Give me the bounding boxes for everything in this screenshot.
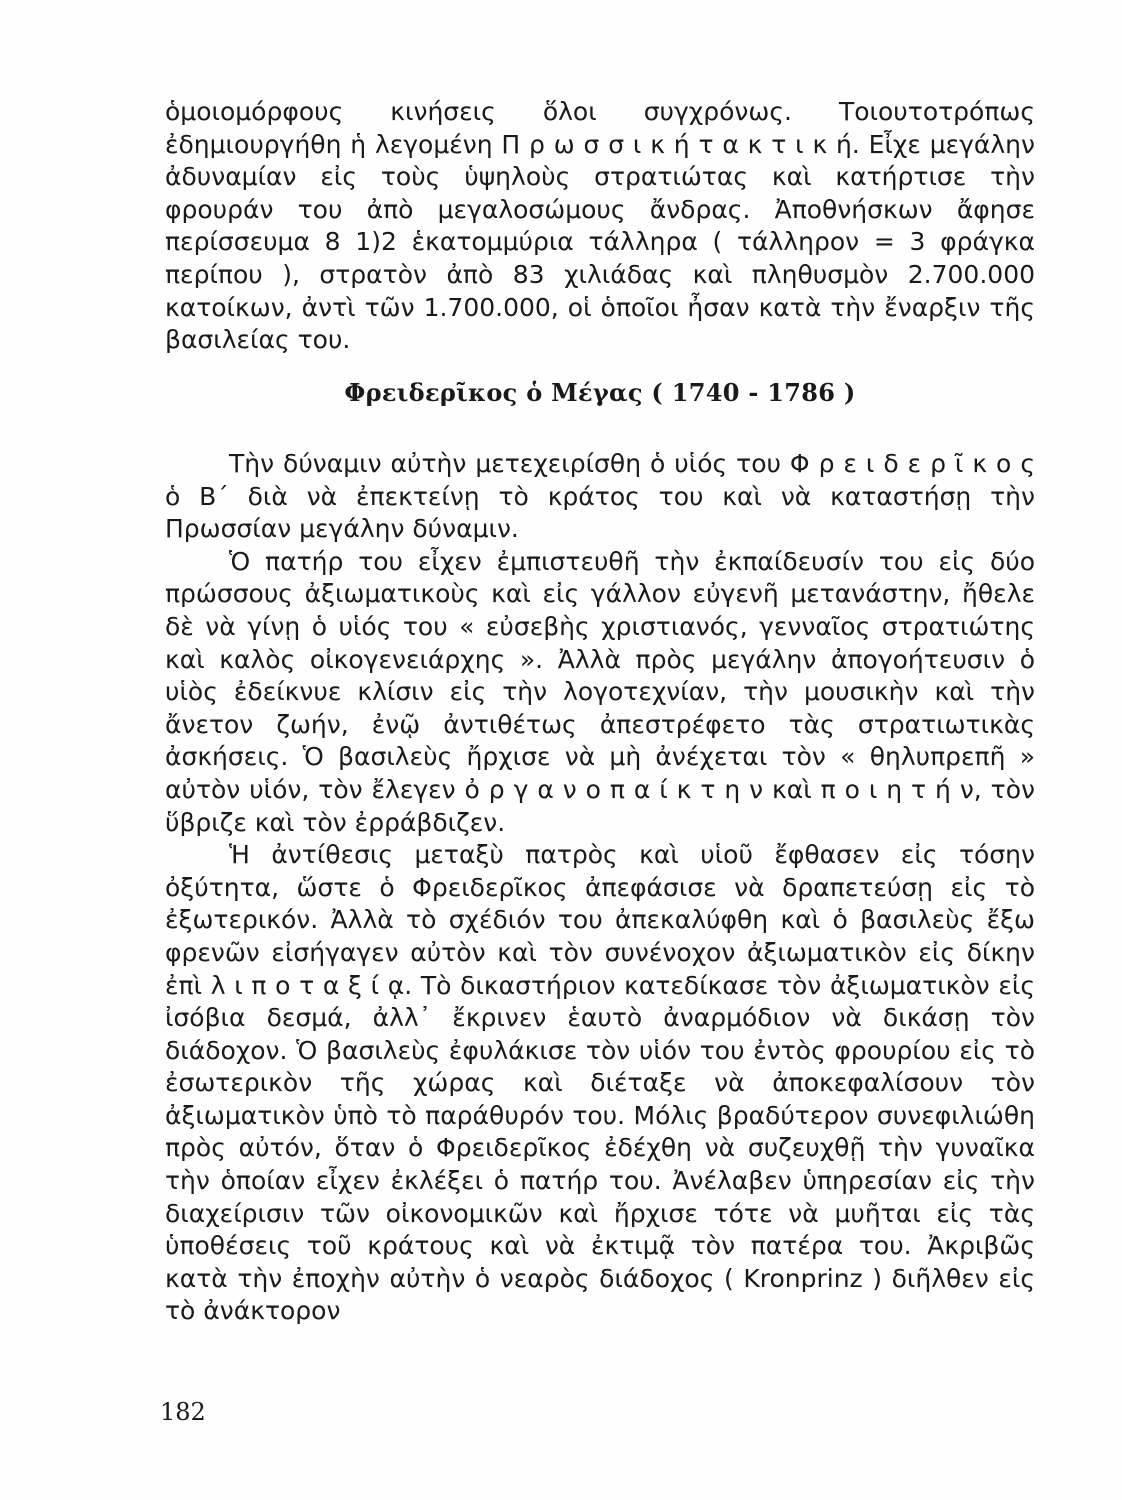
paragraph-2: Ὁ πατήρ του εἶχεν ἐμπιστευθῆ τὴν ἐκπαίδευσίν του εἰς δύο πρώσσους ἀξιωματικοὺς καὶ εἰς γάλλον εὐγενῆ μετανάστην, ἤθελε δὲ νὰ γίνῃ ὁ υἱός του « εὐσεβὴς χριστιανός, γενναῖος στρατιώτης καὶ καλὸς οἰκογενειάρχης ». Ἀλλὰ πρὸς μεγάλην ἀπογοήτευσιν ὁ υἱὸς ἐδείκνυε κλίσιν εἰς τὴν λογοτεχνίαν, τὴν μουσικὴν καὶ τὴν ἄνετον ζωήν, ἐνῷ ἀντιθέτως ἀπεστρέφετο τὰς στρατιωτικὰς ἀσκήσεις. Ὁ βασιλεὺς ἤρχισε νὰ μὴ ἀνέχεται τὸν « θηλυπρεπῆ » αὐτὸν υἱόν, τὸν ἔλεγεν ὀ ρ γ α ν ο π α ί κ τ η ν καὶ π ο ι η τ ή ν, τὸν ὕβριζε καὶ τὸν ἐρράβδιζεν. [165,546,1035,837]
page-number: 182 [160,1398,206,1426]
continued-paragraph: ὁμοιομόρφους κινήσεις ὅλοι συγχρόνως. Τοιουτοτρόπως ἐδημιουργήθη ἡ λεγομένη Π ρ ω σ σ ι κ ή τ α κ τ ι κ ή. Εἶχε μεγάλην ἀδυναμίαν εἰς τοὺς ὑψηλοὺς στρατιώτας καὶ κατήρτισε τὴν φρουράν του ἀπὸ μεγαλοσώμους ἄνδρας. Ἀποθνήσκων ἄφησε περίσσευμα 8 1)2 ἑκατομμύρια τάλληρα ( τάλληρον = 3 φράγκα περίπου ), στρατὸν ἀπὸ 83 χιλιάδας καὶ πληθυσμὸν 2.700.000 κατοίκων, ἀντὶ τῶν 1.700.000, οἱ ὁποῖοι ἦσαν κατὰ τὴν ἔναρξιν τῆς βασιλείας του. [165,97,1035,355]
section-body [165,448,1035,1328]
section-heading: Φρειδερῖκος ὁ Μέγας ( 1740 - 1786 ) [344,378,856,407]
paragraph-3: Ἡ ἀντίθεσις μεταξὺ πατρὸς καὶ υἱοῦ ἔφθασεν εἰς τόσην ὀξύτητα, ὥστε ὁ Φρειδερῖκος ἀπεφάσισε νὰ δραπετεύσῃ εἰς τὸ ἐξωτερικόν. Ἀλλὰ τὸ σχέδιόν του ἀπεκαλύφθη καὶ ὁ βασιλεὺς ἔξω φρενῶν εἰσήγαγεν αὐτὸν καὶ τὸν συνένοχον ἀξιωματικὸν εἰς δίκην ἐπὶ λ ι π ο τ α ξ ί ᾳ. Τὸ δικαστήριον κατεδίκασε τὸν ἀξιωματικὸν εἰς ἰσόβια δεσμά, ἀλλ᾽ ἔκρινεν ἑαυτὸ ἀναρμόδιον νὰ δικάσῃ τὸν διάδοχον. Ὁ βασιλεὺς ἐφυλάκισε τὸν υἱόν του ἐντὸς φρουρίου εἰς τὸ ἐσωτερικὸν τῆς χώρας καὶ διέταξε νὰ ἀποκεφαλίσουν τὸν ἀξιωματικὸν ὑπὸ τὸ παράθυρόν του. Μόλις βραδύτερον συνεφιλιώθη πρὸς αὐτόν, ὅταν ὁ Φρειδερῖκος ἐδέχθη νὰ συζευχθῇ τὴν γυναῖκα τὴν ὁποίαν εἶχεν ἐκλέξει ὁ πατήρ του. Ἀνέλαβεν ὑπηρεσίαν εἰς τὴν διαχείρισιν τῶν οἰκονομικῶν καὶ ἤρχισε τότε νὰ μυῆται εἰς τὰς ὑποθέσεις τοῦ κράτους καὶ νὰ ἐκτιμᾷ τὸν πατέρα του. Ἀκριβῶς κατὰ τὴν ἐποχὴν αὐτὴν ὁ νεαρὸς διάδοχος ( Kronprinz ) διῆλθεν εἰς τὸ ἀνάκτορον [165,840,1035,1326]
continued-text-block [165,96,1035,357]
paragraph-1: Τὴν δύναμιν αὐτὴν μετεχειρίσθη ὁ υἱός του Φ ρ ε ι δ ε ρ ῖ κ ο ς ὁ Β΄ διὰ νὰ ἐπεκτείνῃ τὸ κράτος του καὶ νὰ καταστήσῃ τὴν Πρωσσίαν μεγάλην δύναμιν. [165,449,1035,544]
